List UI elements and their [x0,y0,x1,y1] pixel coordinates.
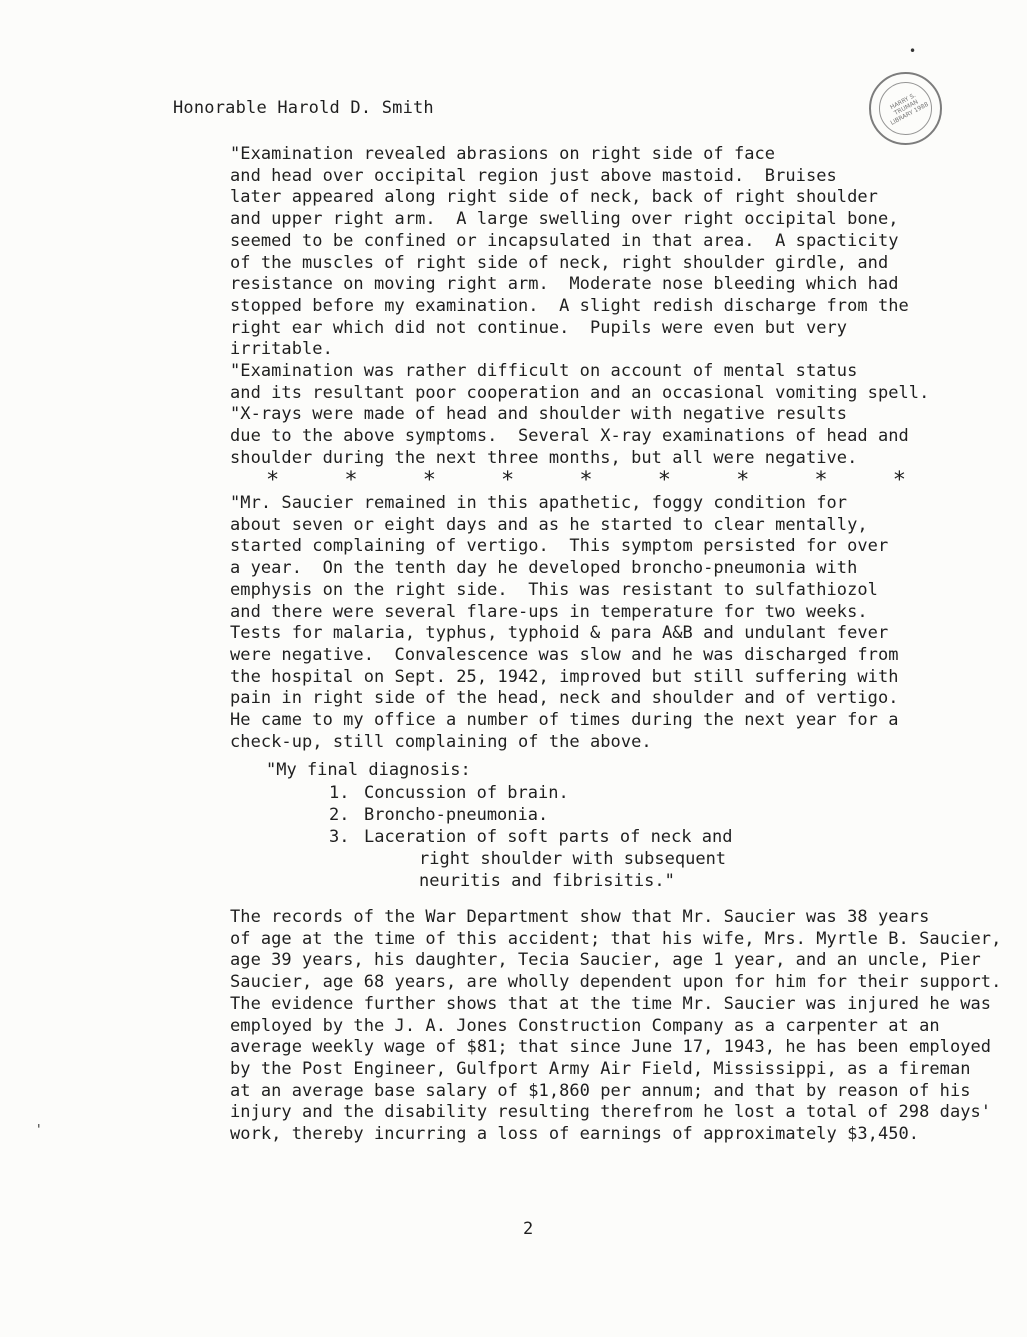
final-diagnosis-title: "My final diagnosis: [266,760,471,780]
library-stamp [869,72,942,145]
diagnosis-item [329,804,849,826]
diagnosis-number: 1. [329,783,350,803]
records-line: Saucier, age 68 years, are wholly dependent upon for him for their support. [230,972,1002,993]
examination-line: and head over occipital region just above mastoid. Bruises [230,165,837,186]
examination-line: "X-rays were made of head and shoulder with negative results [230,404,848,425]
diagnosis-continuation: neuritis and fibrisitis." [419,871,675,891]
examination-line: stopped before my examination. A slight redish discharge from the [230,295,909,316]
separator-star: * [501,468,515,493]
records-line: The evidence further shows that at the time Mr. Saucier was injured he was [230,993,992,1014]
diagnosis-item [329,782,849,804]
examination-line: seemed to be confined or incapsulated in that area. A spacticity [230,230,899,251]
condition-line: the hospital on Sept. 25, 1942, improved but still suffering with [230,666,899,687]
separator-star: * [344,468,358,493]
examination-line: "Examination revealed abrasions on right side of face [230,144,776,164]
examination-line: resistance on moving right arm. Moderate nose bleeding which had [230,274,899,295]
examination-line: shoulder during the next three months, but all were negative. [230,447,858,468]
war-department-records-paragraph [230,907,1002,1146]
records-line: employed by the J. A. Jones Construction Company as a carpenter at an [230,1015,940,1036]
diagnosis-text: Concussion of brain. [364,783,569,803]
condition-line: "Mr. Saucier remained in this apathetic, foggy condition for [230,493,848,513]
diagnosis-text: Broncho-pneumonia. [364,805,549,825]
records-line: work, thereby incurring a loss of earnings of approximately $3,450. [230,1124,920,1145]
records-line: of age at the time of this accident; that his wife, Mrs. Myrtle B. Saucier, [230,928,1002,949]
records-line: by the Post Engineer, Gulfport Army Air Field, Mississippi, as a fireman [230,1058,971,1079]
separator-star: * [814,468,828,493]
condition-line: a year. On the tenth day he developed broncho-pneumonia with [230,558,858,579]
examination-line: irritable. [230,339,333,360]
letter-recipient-heading: Honorable Harold D. Smith [173,98,434,118]
condition-line: Tests for malaria, typhus, typhoid & para A&B and undulant fever [230,623,889,644]
page-number: 2 [523,1219,534,1239]
diagnosis-continuation: right shoulder with subsequent [419,849,727,869]
diagnosis-number: 3. [329,827,350,847]
section-separator-stars [266,470,906,492]
condition-line: and there were several flare-ups in temperature for two weeks. [230,601,868,622]
examination-line: and upper right arm. A large swelling over right occipital bone, [230,209,899,230]
condition-line: pain in right side of the head, neck and shoulder and of vertigo. [230,688,899,709]
examination-line: of the muscles of right side of neck, right shoulder girdle, and [230,252,889,273]
separator-star: * [579,468,593,493]
top-margin-mark: • [909,44,917,58]
diagnosis-text: Laceration of soft parts of neck and [364,827,733,847]
condition-line: about seven or eight days and as he started to clear mentally, [230,514,868,535]
diagnosis-list [329,782,849,892]
condition-line: He came to my office a number of times during the next year for a [230,710,899,731]
examination-line: "Examination was rather difficult on account of mental status [230,361,858,382]
condition-line: check-up, still complaining of the above. [230,731,652,752]
records-line: The records of the War Department show that Mr. Saucier was 38 years [230,907,930,927]
left-margin-mark: ' [37,1123,41,1138]
examination-line: right ear which did not continue. Pupils were even but very [230,317,848,338]
condition-line: started complaining of vertigo. This symptom persisted for over [230,536,889,557]
records-line: injury and the disability resulting therefrom he lost a total of 298 days' [230,1102,992,1123]
diagnosis-number: 2. [329,805,350,825]
separator-star: * [266,468,280,493]
separator-star: * [736,468,750,493]
separator-star: * [657,468,671,493]
records-line: age 39 years, his daughter, Tecia Saucier, age 1 year, and an uncle, Pier [230,950,981,971]
condition-line: were negative. Convalescence was slow and he was discharged from [230,644,899,665]
examination-line: later appeared along right side of neck, back of right shoulder [230,187,878,208]
library-stamp-text: HARRY S. TRUMAN LIBRARY 1988 [889,91,930,127]
condition-line: emphysis on the right side. This was resistant to sulfathiozol [230,579,878,600]
examination-quote [230,144,950,470]
records-line: average weekly wage of $81; that since June 17, 1943, he has been employed [230,1037,992,1058]
separator-star: * [892,468,906,493]
records-line: at an average base salary of $1,860 per annum; and that by reason of his [230,1080,971,1101]
condition-quote [230,493,960,753]
diagnosis-item [329,826,849,848]
separator-star: * [422,468,436,493]
examination-line: and its resultant poor cooperation and an occasional vomiting spell. [230,382,930,403]
examination-line: due to the above symptoms. Several X-ray examinations of head and [230,426,909,447]
